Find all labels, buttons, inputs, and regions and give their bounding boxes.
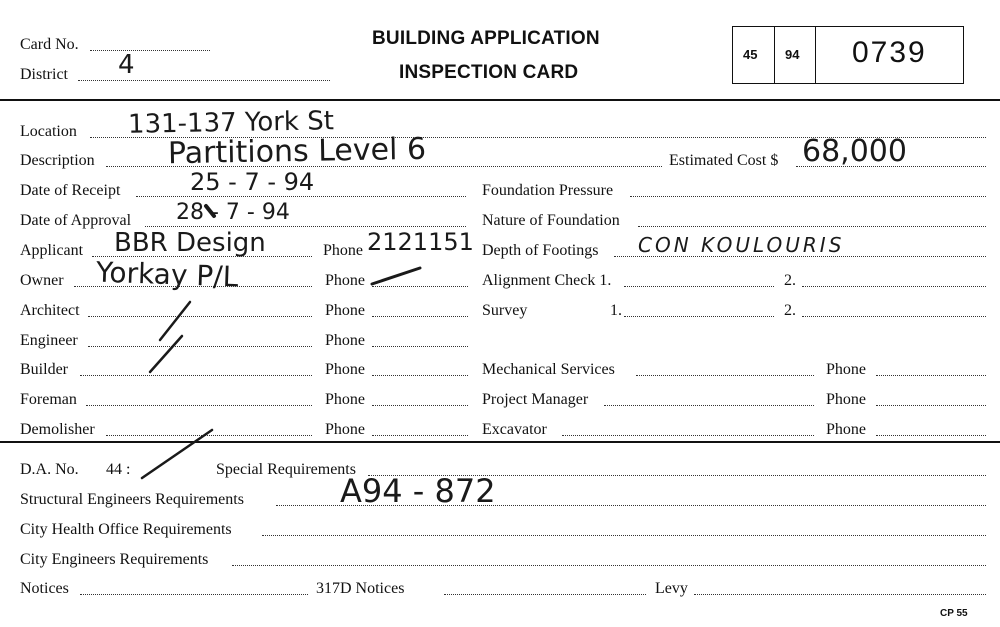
special-requirements-label: Special Requirements	[216, 461, 356, 478]
applicant-phone-label: Phone	[323, 242, 363, 259]
foreman-phone-label: Phone	[325, 391, 365, 408]
excavator-label: Excavator	[482, 421, 547, 438]
date-of-approval-label: Date of Approval	[20, 212, 132, 229]
survey-2-label: 2.	[784, 302, 796, 319]
engineer-label: Engineer	[20, 332, 78, 349]
box-year-2: 94	[785, 47, 800, 62]
da-dash-stroke	[142, 430, 212, 478]
handwritten-description: Partitions Level 6	[167, 131, 427, 172]
city-engineers-label: City Engineers Requirements	[20, 551, 209, 568]
alignment-check-label: Alignment Check 1.	[482, 272, 612, 289]
survey-label: Survey	[482, 302, 528, 319]
handwritten-date-of-receipt: 25 - 7 - 94	[190, 168, 315, 196]
handwritten-date-of-approval: 28 - 7 - 94	[176, 200, 290, 225]
mechanical-phone-label: Phone	[826, 361, 866, 378]
district-handwritten: 4	[118, 50, 135, 80]
box-year-1: 45	[743, 47, 758, 62]
alignment-check-2-label: 2.	[784, 272, 796, 289]
form-code: CP 55	[940, 608, 968, 619]
builder-label: Builder	[20, 361, 68, 378]
demolisher-label: Demolisher	[20, 421, 95, 438]
card-no-label: Card No.	[20, 36, 79, 53]
excavator-phone-label: Phone	[826, 421, 866, 438]
notices-label: Notices	[20, 580, 69, 597]
demolisher-phone-label: Phone	[325, 421, 365, 438]
nature-of-foundation-label: Nature of Foundation	[482, 212, 620, 229]
title-line-1: BUILDING APPLICATION	[372, 28, 600, 49]
description-label: Description	[20, 152, 95, 169]
district-label: District	[20, 66, 68, 83]
foundation-pressure-label: Foundation Pressure	[482, 182, 614, 199]
owner-phone-label: Phone	[325, 272, 365, 289]
owner-label: Owner	[20, 272, 64, 289]
handwritten-depth-of-footings: CON KOULOURIS	[638, 233, 845, 257]
city-health-label: City Health Office Requirements	[20, 521, 232, 538]
location-label: Location	[20, 123, 77, 140]
builder-phone-label: Phone	[325, 361, 365, 378]
architect-dash-stroke	[160, 302, 190, 340]
foreman-label: Foreman	[20, 391, 77, 408]
engineer-dash-stroke	[150, 336, 182, 372]
title-line-2: INSPECTION CARD	[399, 62, 579, 83]
handwritten-estimated-cost: 68,000	[802, 134, 907, 169]
structural-requirements-label: Structural Engineers Requirements	[20, 491, 244, 508]
handwritten-location: 131-137 York St	[127, 106, 335, 140]
approval-scribble-stroke	[206, 206, 214, 216]
levy-label: Levy	[655, 580, 688, 597]
mechanical-services-label: Mechanical Services	[482, 361, 615, 378]
date-of-receipt-label: Date of Receipt	[20, 182, 121, 199]
project-manager-phone-label: Phone	[826, 391, 866, 408]
architect-label: Architect	[20, 302, 80, 319]
handwritten-owner: Yorkay P/L	[95, 255, 239, 294]
project-manager-label: Project Manager	[482, 391, 589, 408]
da-prefix: 44 :	[106, 461, 131, 478]
depth-of-footings-label: Depth of Footings	[482, 242, 599, 259]
architect-phone-label: Phone	[325, 302, 365, 319]
handwritten-applicant: BBR Design	[114, 228, 266, 258]
handwritten-da-number: A94 - 872	[340, 472, 496, 510]
card-number: 0739	[852, 36, 927, 69]
owner-phone-dash-stroke	[372, 268, 420, 284]
da-no-label: D.A. No.	[20, 461, 79, 478]
survey-1-label: 1.	[610, 302, 622, 319]
engineer-phone-label: Phone	[325, 332, 365, 349]
applicant-label: Applicant	[20, 242, 84, 259]
estimated-cost-label: Estimated Cost $	[669, 152, 779, 169]
notices-317d-label: 317D Notices	[316, 580, 405, 597]
handwritten-applicant-phone: 2121151	[367, 228, 474, 256]
